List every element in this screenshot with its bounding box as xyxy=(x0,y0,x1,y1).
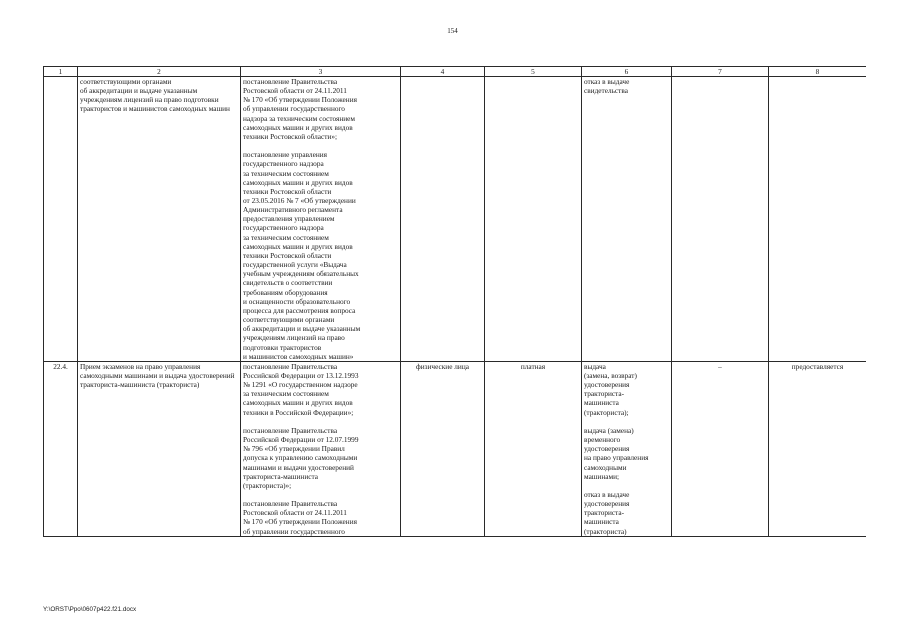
legal-act: постановление Правительства Ростовской области от 24.11.2011 № 170 «Об утверждении Положения об управлении государственного надзора за техническим состоянием самоходных машин и других видов техники Ростовской области»; xyxy=(243,77,357,141)
column-number-3: 3 xyxy=(241,67,401,77)
file-path-footer: Y:\ORST\Ppo\0607p422.f21.docx xyxy=(43,606,137,613)
recipient-cell: физические лица xyxy=(401,361,485,536)
result-item: отказ в выдаче удостоверения тракториста- машиниста (тракториста) xyxy=(584,489,630,536)
column-number-7: 7 xyxy=(672,67,769,77)
table-header-row xyxy=(44,67,867,77)
payment-cell xyxy=(485,77,582,362)
table-row xyxy=(44,77,867,362)
service-name-cell: соответствующими органами об аккредитации и выдаче указанным учреждениям лицензий на право подготовки трактористов и машинистов самоходных машин xyxy=(78,77,241,362)
legal-act: постановление Правительства Ростовской области от 24.11.2011 № 170 «Об утверждении Положения об управлении государственного xyxy=(243,499,357,536)
column-number-5: 5 xyxy=(485,67,582,77)
legal-basis-cell xyxy=(241,361,401,536)
services-table xyxy=(43,66,866,537)
result-cell xyxy=(582,77,672,362)
table-row xyxy=(44,361,867,536)
result-item: отказ в выдаче свидетельства xyxy=(584,77,630,96)
result-item: выдача (замена, возврат) удостоверения тракториста- машиниста (тракториста); xyxy=(584,361,637,417)
result-item: выдача (замена) временного удостоверения на право управления самоходными машинами; xyxy=(584,425,649,481)
recipient-cell xyxy=(401,77,485,362)
result-cell xyxy=(582,361,672,536)
legal-act: постановление Правительства Российской Федерации от 13.12.1993 № 1291 «О государственном надзоре за техническим состоянием самоходных машин и других видов техники в Российской Федерации»; xyxy=(243,361,359,417)
row-number-cell: 22.4. xyxy=(44,361,78,536)
services-table-container xyxy=(43,66,866,599)
column-8-cell: предоставляется xyxy=(769,361,867,536)
column-7-cell xyxy=(672,77,769,362)
page-number: 154 xyxy=(447,27,458,35)
column-number-8: 8 xyxy=(769,67,867,77)
column-number-1: 1 xyxy=(44,67,78,77)
service-name-cell: Прием экзаменов на право управления самоходными машинами и выдача удостоверений тракториста-машиниста (тракториста) xyxy=(78,361,241,536)
legal-act: постановление Правительства Российской Федерации от 12.07.1999 № 796 «Об утверждении Правил допуска к управлению самоходными машинами и выдачи удостоверений тракториста-машиниста (тракториста)»; xyxy=(243,425,359,490)
legal-basis-cell xyxy=(241,77,401,362)
column-8-cell xyxy=(769,77,867,362)
column-number-6: 6 xyxy=(582,67,672,77)
column-number-4: 4 xyxy=(401,67,485,77)
legal-act: постановление управления государственного надзора за техническим состоянием самоходных машин и других видов техники Ростовской области от 23.05.2016 № 7 «Об утверждении Административного регламента предоставления управлением государственного надзора за техническим состоянием самоходных машин и других видов техники Ростовской области государственной услуги «Выдача учебным учреждениям обязательных свидетельств о соответствии требованиям оборудования и оснащенности образовательного процесса для рассмотрения вопроса соответствующими органами об аккредитации и выдаче указанным учреждениям лицензий на право подготовки трактористов и машинистов самоходных машин» xyxy=(243,150,361,361)
payment-cell: платная xyxy=(485,361,582,536)
column-number-2: 2 xyxy=(78,67,241,77)
column-7-cell: – xyxy=(672,361,769,536)
row-number-cell xyxy=(44,77,78,362)
